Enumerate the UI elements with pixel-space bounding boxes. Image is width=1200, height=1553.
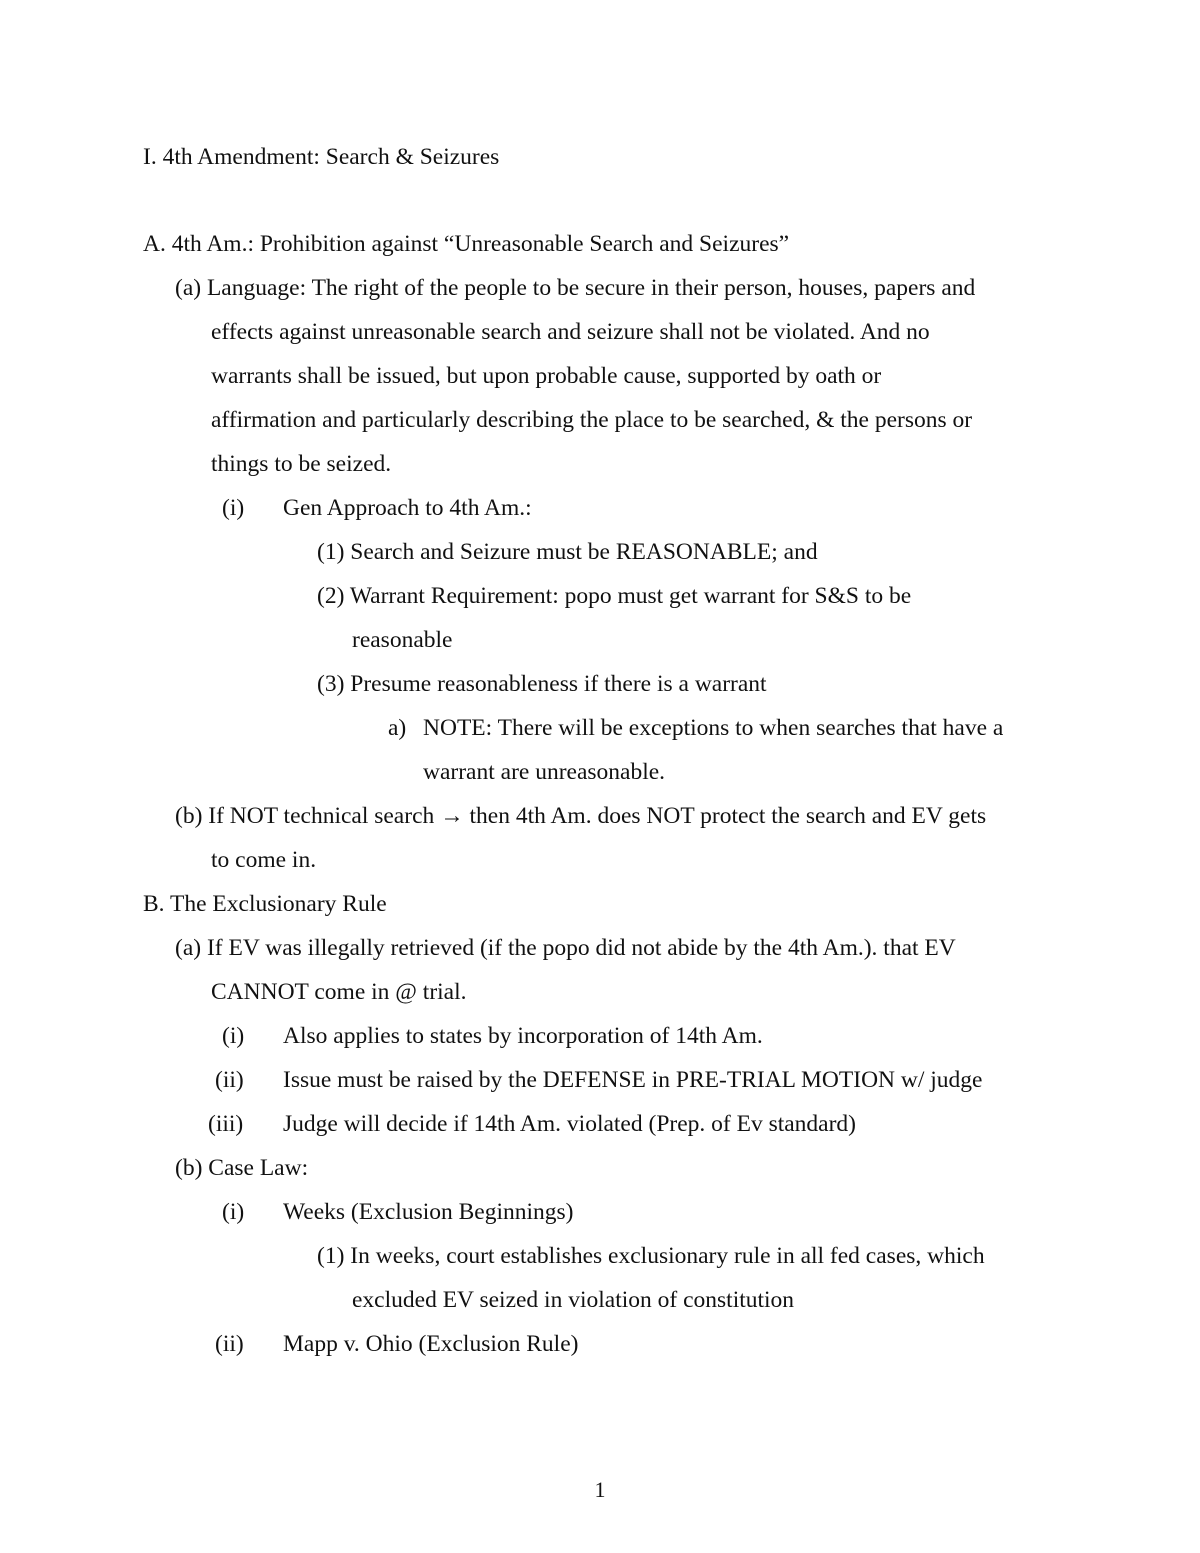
section-b-item-a: CANNOT come in @ trial. bbox=[211, 979, 467, 1005]
exclusion-item: Issue must be raised by the DEFENSE in PRE-TRIAL MOTION w/ judge bbox=[283, 1067, 983, 1093]
list-marker: (ii) bbox=[215, 1067, 244, 1093]
case-weeks-detail: (1) In weeks, court establishes exclusionary rule in all fed cases, which bbox=[317, 1243, 985, 1269]
section-a-item-b: to come in. bbox=[211, 847, 317, 873]
section-a-item-b: (b) If NOT technical search → then 4th Am. does NOT protect the search and EV gets bbox=[175, 803, 987, 829]
case-weeks-detail: excluded EV seized in violation of constitution bbox=[352, 1287, 795, 1313]
section-a-item-a-line: affirmation and particularly describing the place to be searched, & the persons or bbox=[211, 407, 973, 433]
page-number: 1 bbox=[594, 1477, 606, 1502]
case-mapp: Mapp v. Ohio (Exclusion Rule) bbox=[283, 1331, 579, 1357]
section-a-item-a-line: warrants shall be issued, but upon probable cause, supported by oath or bbox=[211, 363, 882, 389]
list-marker: a) bbox=[388, 715, 407, 741]
list-marker: (i) bbox=[222, 495, 245, 521]
section-a-item-a-line: things to be seized. bbox=[211, 451, 392, 477]
exclusion-item: Also applies to states by incorporation of 14th Am. bbox=[283, 1023, 763, 1049]
approach-step-2: reasonable bbox=[352, 627, 453, 653]
approach-step-3: (3) Presume reasonableness if there is a warrant bbox=[317, 671, 767, 697]
document-heading: I. 4th Amendment: Search & Seizures bbox=[143, 144, 500, 170]
approach-step-2: (2) Warrant Requirement: popo must get warrant for S&S to be bbox=[317, 583, 912, 609]
list-marker: (ii) bbox=[215, 1331, 244, 1357]
case-weeks: Weeks (Exclusion Beginnings) bbox=[283, 1199, 574, 1225]
list-marker: (i) bbox=[222, 1199, 245, 1225]
note-text: warrant are unreasonable. bbox=[423, 759, 666, 785]
exclusion-item: Judge will decide if 14th Am. violated (Prep. of Ev standard) bbox=[283, 1111, 857, 1137]
section-a-item-a-line: (a) Language: The right of the people to be secure in their person, houses, papers and bbox=[175, 275, 976, 301]
list-marker: (i) bbox=[222, 1023, 245, 1049]
case-law-title: (b) Case Law: bbox=[175, 1155, 309, 1181]
approach-step-1: (1) Search and Seizure must be REASONABLE; and bbox=[317, 539, 818, 565]
section-b-title: B. The Exclusionary Rule bbox=[143, 891, 387, 917]
section-a-title: A. 4th Am.: Prohibition against “Unreasonable Search and Seizures” bbox=[143, 231, 790, 257]
section-a-item-a-line: effects against unreasonable search and seizure shall not be violated. And no bbox=[211, 319, 930, 345]
gen-approach-text: Gen Approach to 4th Am.: bbox=[283, 495, 532, 521]
list-marker: (iii) bbox=[208, 1111, 244, 1137]
section-b-item-a: (a) If EV was illegally retrieved (if the popo did not abide by the 4th Am.). that EV bbox=[175, 935, 956, 961]
note-text: NOTE: There will be exceptions to when searches that have a bbox=[423, 715, 1004, 741]
